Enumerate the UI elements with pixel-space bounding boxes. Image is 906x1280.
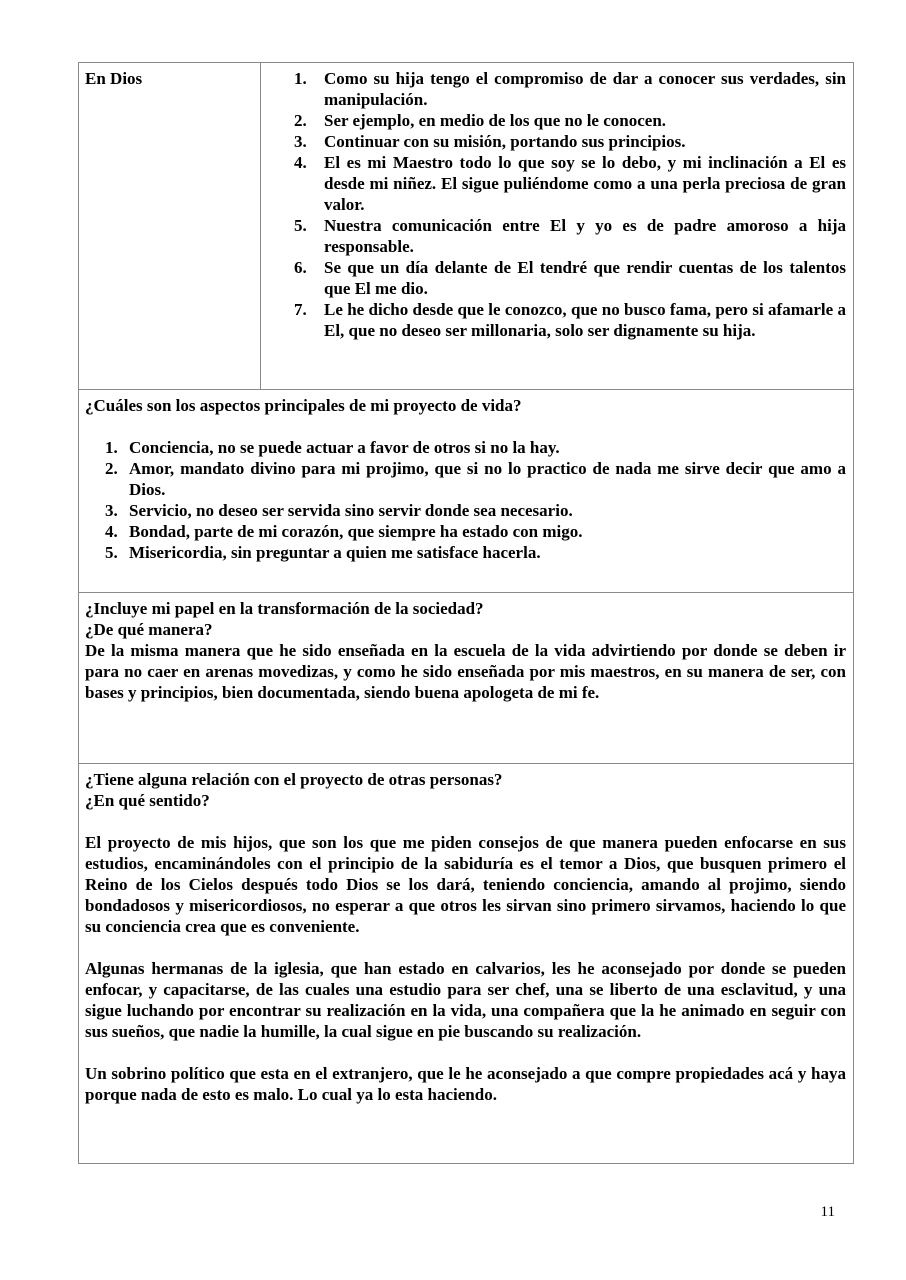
list-item-text: Como su hija tengo el compromiso de dar a conocer sus verdades, sin manipulación.: [324, 69, 846, 109]
list-item: [105, 500, 846, 521]
list-item: [105, 521, 846, 542]
table-row-transformacion: [79, 592, 853, 763]
list-item-text: Nuestra comunicación entre El y yo es de padre amoroso a hija responsable.: [324, 216, 846, 256]
list-item: [294, 68, 846, 110]
page-number: 11: [820, 1204, 835, 1220]
question-transformacion-1: ¿Incluye mi papel en la transformación de la sociedad?: [85, 599, 484, 618]
list-item-number: 3.: [294, 132, 307, 151]
list-item-text: Le he dicho desde que le conozco, que no busco fama, pero si afamarle a El, que no deseo ser millonaria, solo ser dignamente su hija.: [324, 300, 846, 340]
list-item: [294, 110, 846, 131]
list-item-text: Misericordia, sin preguntar a quien me satisface hacerla.: [129, 543, 541, 562]
row-content-cell: [261, 63, 853, 389]
list-item-text: Continuar con su misión, portando sus principios.: [324, 132, 686, 151]
list-item-text: Servicio, no deseo ser servida sino servir donde sea necesario.: [129, 501, 573, 520]
list-item-number: 7.: [294, 300, 307, 319]
paragraph-relacion-3: Un sobrino político que esta en el extranjero, que le he aconsejado a que compre propiedades acá y haya porque nada de esto es malo. Lo cual ya lo esta haciendo.: [85, 1064, 846, 1104]
row-header-cell: [79, 63, 261, 389]
list-item-text: Conciencia, no se puede actuar a favor de otros si no la hay.: [129, 438, 560, 457]
en-dios-list: [261, 68, 846, 341]
question-relacion-2: ¿En qué sentido?: [85, 791, 210, 810]
question-aspectos: ¿Cuáles son los aspectos principales de mi proyecto de vida?: [85, 396, 522, 415]
list-item: [294, 257, 846, 299]
table-row-en-dios: [79, 63, 853, 389]
list-item: [294, 152, 846, 215]
list-item-number: 2.: [294, 111, 307, 130]
list-item-text: Ser ejemplo, en medio de los que no le conocen.: [324, 111, 667, 130]
list-item-number: 6.: [294, 258, 307, 277]
list-item-text: Amor, mandato divino para mi projimo, que si no lo practico de nada me sirve decir que amo a Dios.: [129, 459, 846, 499]
paragraph-transformacion: De la misma manera que he sido enseñada en la escuela de la vida advirtiendo por donde se deben ir para no caer en arenas movedizas, y como he sido enseñada por mis maestros, en su manera de ser, con bases y principios, bien documentada, siendo buena apologeta de mi fe.: [85, 641, 846, 702]
list-item: [294, 299, 846, 341]
list-item: [105, 542, 846, 563]
list-item-number: 2.: [105, 459, 118, 478]
list-item: [105, 458, 846, 500]
table-row-relacion: [79, 763, 853, 1163]
table-row-aspectos: [79, 389, 853, 592]
list-item: [294, 131, 846, 152]
list-item-number: 5.: [294, 216, 307, 235]
list-item-number: 4.: [105, 522, 118, 541]
list-item-number: 1.: [105, 438, 118, 457]
list-item-text: El es mi Maestro todo lo que soy se lo debo, y mi inclinación a El es desde mi niñez. El sigue puliéndome como a una perla preciosa de gran valor.: [324, 153, 846, 214]
list-item-text: Se que un día delante de El tendré que rendir cuentas de los talentos que El me dio.: [324, 258, 846, 298]
list-item-text: Bondad, parte de mi corazón, que siempre ha estado con migo.: [129, 522, 583, 541]
list-item-number: 3.: [105, 501, 118, 520]
row-label-en-dios: En Dios: [85, 69, 143, 88]
list-item-number: 5.: [105, 543, 118, 562]
list-item: [105, 437, 846, 458]
list-item-number: 4.: [294, 153, 307, 172]
aspectos-list: [85, 437, 846, 563]
question-relacion-1: ¿Tiene alguna relación con el proyecto de otras personas?: [85, 770, 503, 789]
paragraph-relacion-1: El proyecto de mis hijos, que son los que me piden consejos de que manera pueden enfocarse en sus estudios, encaminándoles con el principio de la sabiduría es el temor a Dios, que busquen primero el Reino de los Cielos después todo Dios se los dará, teniendo conciencia, amando al projimo, siendo bondadosos y misericordiosos, no esperar a que otros les sirvan sino primero sirvamos, haciendo lo que su conciencia crea que es conveniente.: [85, 833, 846, 936]
list-item-number: 1.: [294, 69, 307, 88]
life-project-table: [78, 62, 854, 1164]
paragraph-relacion-2: Algunas hermanas de la iglesia, que han estado en calvarios, les he aconsejado por donde se pueden enfocar, y capacitarse, de las cuales una estudio para ser chef, una se liberto de una esclavitud, y una sigue luchando por encontrar su realización en la vida, una compañera que la he animado en seguir con sus sueños, que nadie la humille, la cual sigue en pie buscando su realización.: [85, 959, 846, 1041]
list-item: [294, 215, 846, 257]
question-transformacion-2: ¿De qué manera?: [85, 620, 213, 639]
